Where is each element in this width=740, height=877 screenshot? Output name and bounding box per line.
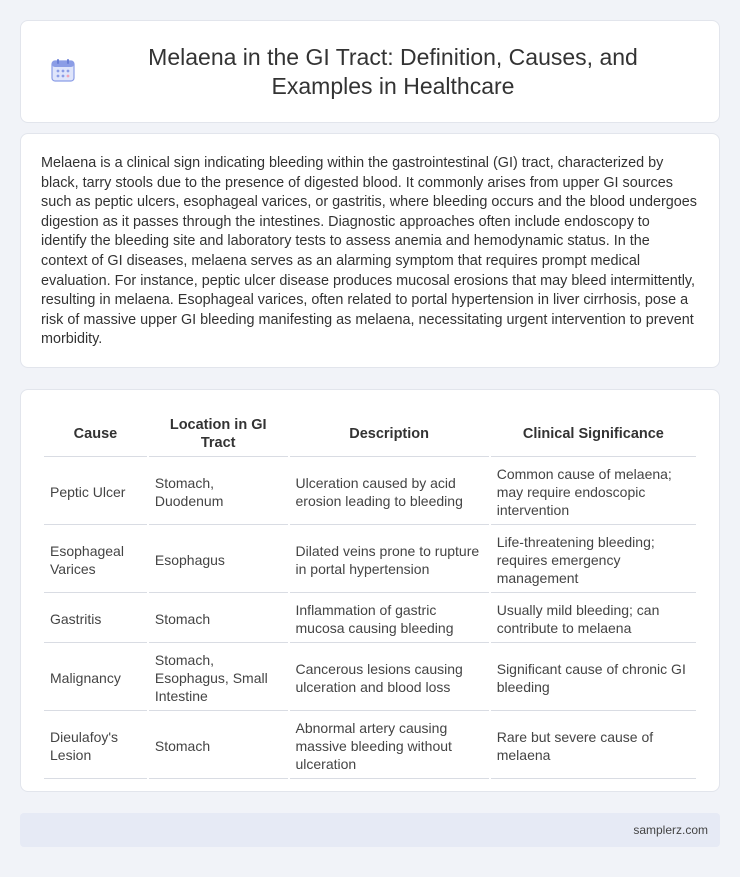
cell-description: Abnormal artery causing massive bleeding without ulceration	[290, 713, 489, 779]
cell-location: Stomach, Esophagus, Small Intestine	[149, 645, 288, 711]
cell-cause: Malignancy	[44, 645, 147, 711]
cell-significance: Life-threatening bleeding; requires emergency management	[491, 527, 696, 593]
column-header-description: Description	[290, 412, 489, 457]
cell-significance: Rare but severe cause of melaena	[491, 713, 696, 779]
cell-significance: Usually mild bleeding; can contribute to melaena	[491, 595, 696, 643]
cell-cause: Esophageal Varices	[44, 527, 147, 593]
cell-location: Stomach	[149, 713, 288, 779]
cell-cause: Peptic Ulcer	[44, 459, 147, 525]
cell-location: Stomach	[149, 595, 288, 643]
column-header-cause: Cause	[44, 412, 147, 457]
table-row	[44, 713, 696, 779]
title-wrap	[50, 43, 690, 101]
page-title: Melaena in the GI Tract: Definition, Causes, and Examples in Healthcare	[148, 43, 638, 99]
table-row	[44, 645, 696, 711]
cell-description: Cancerous lesions causing ulceration and blood loss	[290, 645, 489, 711]
table-card	[20, 389, 720, 792]
table-row	[44, 527, 696, 593]
footer-bar	[20, 813, 720, 847]
cell-description: Dilated veins prone to rupture in portal hypertension	[290, 527, 489, 593]
cell-significance: Significant cause of chronic GI bleeding	[491, 645, 696, 711]
causes-table	[42, 410, 698, 781]
cell-location: Stomach, Duodenum	[149, 459, 288, 525]
source-link[interactable]: samplerz.com	[633, 823, 708, 837]
intro-card	[20, 133, 720, 368]
table-row	[44, 459, 696, 525]
cell-cause: Gastritis	[44, 595, 147, 643]
intro-paragraph: Melaena is a clinical sign indicating bleeding within the gastrointestinal (GI) tract, characterized by black, tarry stools due to the presence of digested blood. It commonly arises from upper GI sources such as peptic ulcers, esophageal varices, or gastritis, where bleeding occurs and the blood undergoes digestion as it passes through the intestines. Diagnostic approaches often include endoscopy to identify the bleeding site and laboratory tests to assess anemia and hemodynamic status. In the context of GI diseases, melaena serves as an alarming symptom that requires prompt medical evaluation. For instance, peptic ulcer disease produces mucosal erosions that may bleed intermittently, resulting in melaena. Esophageal varices, often related to portal hypertension in liver cirrhosis, pose a risk of massive upper GI bleeding manifesting as melaena, necessitating urgent intervention to prevent morbidity.	[41, 155, 697, 348]
title-card	[20, 20, 720, 123]
cell-description: Inflammation of gastric mucosa causing bleeding	[290, 595, 489, 643]
cell-cause: Dieulafoy's Lesion	[44, 713, 147, 779]
cell-significance: Common cause of melaena; may require endoscopic intervention	[491, 459, 696, 525]
table-header-row	[44, 412, 696, 457]
column-header-location: Location in GI Tract	[149, 412, 288, 457]
column-header-significance: Clinical Significance	[491, 412, 696, 457]
table-row	[44, 595, 696, 643]
cell-description: Ulceration caused by acid erosion leading to bleeding	[290, 459, 489, 525]
calendar-icon	[50, 57, 76, 83]
cell-location: Esophagus	[149, 527, 288, 593]
